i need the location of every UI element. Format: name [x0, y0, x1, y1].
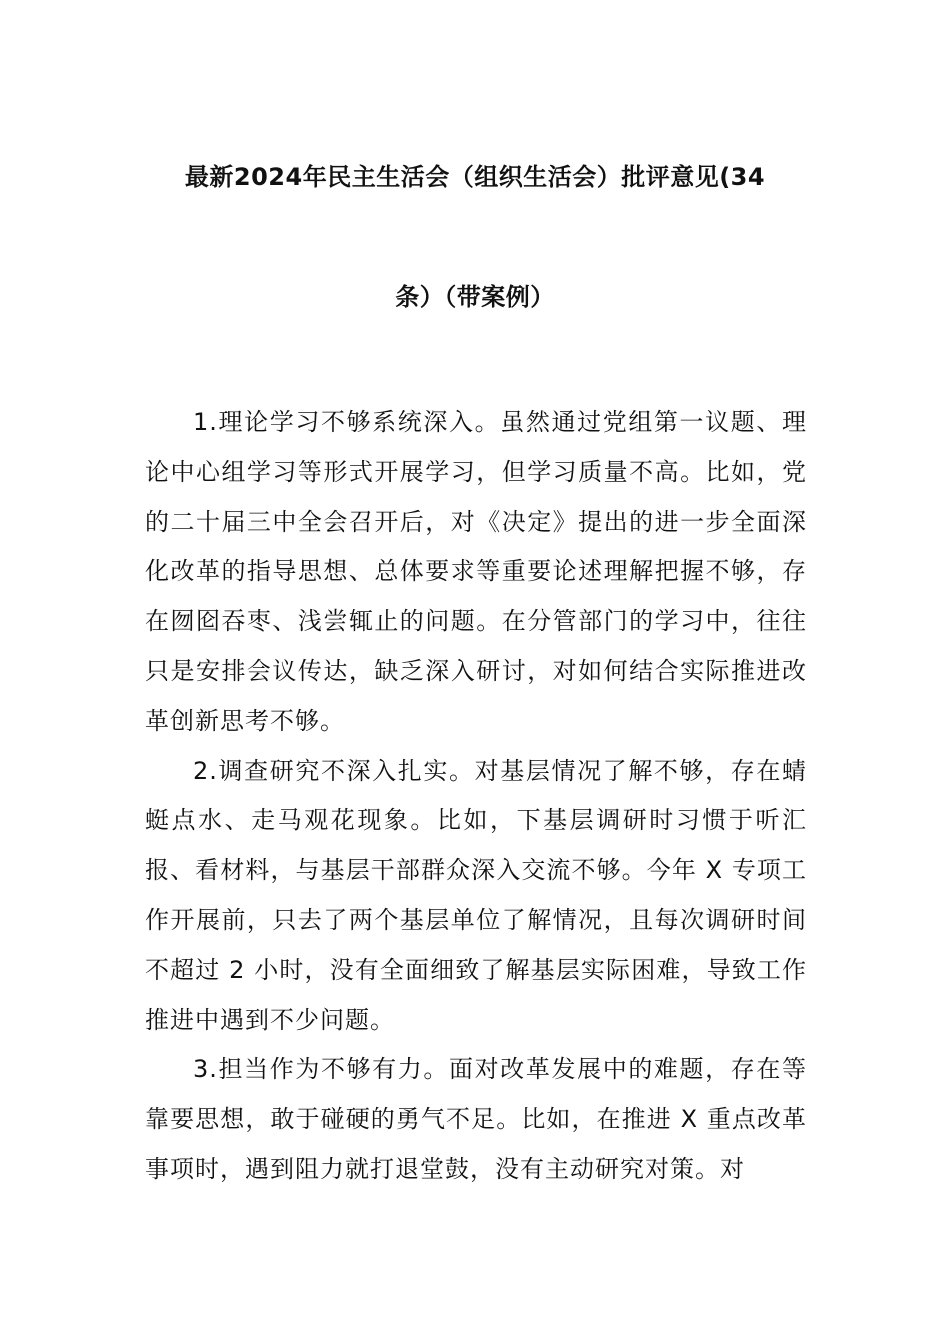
paragraph-2: 2.调查研究不深入扎实。对基层情况了解不够，存在蜻蜓点水、走马观花现象。比如，下基层调研时习惯于听汇报、看材料，与基层干部群众深入交流不够。今年 X 专项工作开展前，只去了两个基层单位了解情况，且每次调研时间不超过 2 小时，没有全面细致了解基层实际困难，导致工作推进中遇到不少问题。 — [145, 756, 807, 1034]
document-title-line-1: 最新2024年民主生活会（组织生活会）批评意见(34 — [184, 163, 766, 191]
document-body — [145, 398, 807, 1195]
paragraph-1: 1.理论学习不够系统深入。虽然通过党组第一议题、理论中心组学习等形式开展学习，但学习质量不高。比如，党的二十届三中全会召开后，对《决定》提出的进一步全面深化改革的指导思想、总体要求等重要论述理解把握不够，存在囫囵吞枣、浅尝辄止的问题。在分管部门的学习中，往往只是安排会议传达，缺乏深入研讨，对如何结合实际推进改革创新思考不够。 — [145, 408, 807, 735]
document-title-line-2: 条）（带案例） — [395, 283, 555, 311]
paragraph-3: 3.担当作为不够有力。面对改革发展中的难题，存在等靠要思想，敢于碰硬的勇气不足。比如，在推进 X 重点改革事项时，遇到阻力就打退堂鼓，没有主动研究对策。对 — [145, 1055, 807, 1183]
